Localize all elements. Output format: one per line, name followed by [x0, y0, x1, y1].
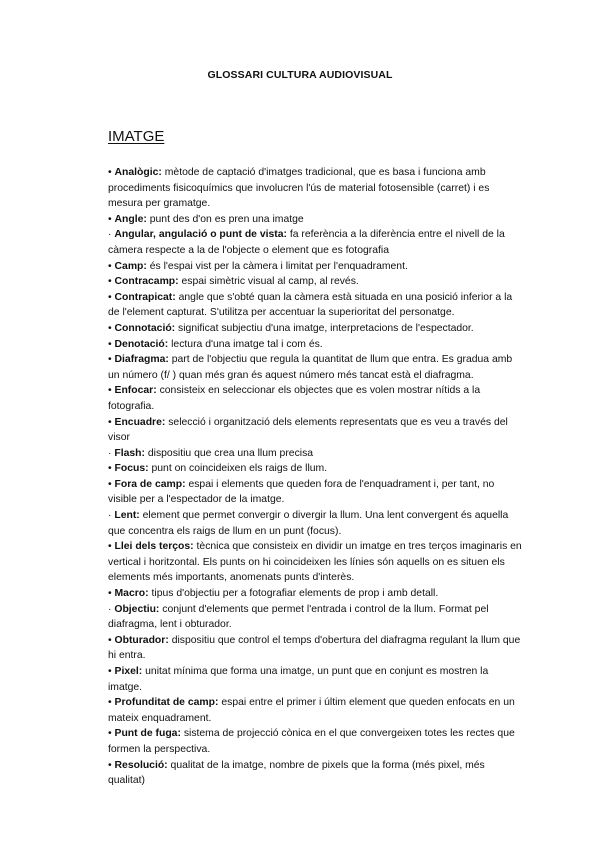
glossary-definition: mètode de captació d'imatges tradicional, que es basa i funciona amb procediments fisicoquímics que involucren l'ús de material fotosensible (carret) i es mesura per gramatge.	[108, 167, 490, 210]
glossary-definition: fa referència a la diferència entre el nivell de la càmera respecte a la de l'objecte o element que es fotografia	[108, 229, 505, 256]
bullet-marker: •	[108, 213, 112, 225]
glossary-definition: significat subjectiu d'una imatge, interpretacions de l'espectador.	[178, 322, 474, 334]
document-title: GLOSSARI CULTURA AUDIOVISUAL	[207, 69, 393, 81]
glossary-entry	[108, 415, 522, 446]
bullet-marker: •	[108, 588, 112, 600]
glossary-term: Macro:	[114, 588, 149, 600]
glossary-term: Flash:	[114, 447, 145, 459]
glossary-definition: dispositiu que control el temps d'obertura del diafragma regulant la llum que hi entra.	[108, 634, 521, 662]
bullet-marker: •	[108, 541, 112, 553]
glossary-term: Contracamp:	[114, 276, 179, 288]
glossary-term: Enfocar:	[114, 385, 157, 397]
glossary-definition: qualitat de la imatge, nombre de pixels que la forma (més pixel, més qualitat)	[108, 759, 485, 787]
glossary-entry	[108, 352, 522, 383]
bullet-marker: •	[108, 260, 112, 272]
glossary-term: Lent:	[114, 510, 140, 522]
bullet-marker: •	[108, 354, 112, 366]
glossary-definition: és l'espai vist per la càmera i limitat per l'enquadrament.	[149, 260, 408, 272]
glossary-entry	[108, 337, 522, 353]
glossary-definition: espai entre el primer i últim element que queden enfocats en un mateix enquadrament.	[108, 697, 515, 724]
glossary-definition: punt des d'on es pren una imatge	[149, 213, 304, 225]
glossary-entry	[108, 274, 522, 290]
glossary-definition: consisteix en seleccionar els objectes que es volen mostrar nítids a la fotografia.	[108, 385, 481, 412]
glossary-term: Objectiu:	[114, 603, 160, 615]
glossary-definition: espai i elements que queden fora de l'enquadrament i, per tant, no visible per a l'espectador de la imatge.	[108, 478, 495, 506]
glossary-entry	[108, 602, 522, 633]
glossary-definition: punt on coincideixen els raigs de llum.	[151, 463, 328, 475]
glossary-entry	[108, 758, 522, 789]
glossary-term: Llei dels terços:	[114, 541, 194, 553]
glossary-definition: sistema de projecció cònica en el que convergeixen totes les rectes que formen la perspectiva.	[108, 728, 515, 755]
glossary-term: Resolució:	[114, 759, 168, 771]
glossary-definition: selecció i organització dels elements representats que es veu a través del visor	[108, 416, 508, 444]
glossary-definition: angle que s'obté quan la càmera està situada en una posició inferior a la de l'element capturat. S'utilitza per accentuar la superioritat del personatge.	[108, 291, 513, 319]
bullet-marker: •	[108, 167, 112, 178]
bullet-marker: ·	[108, 229, 112, 241]
glossary-term: Angle:	[114, 213, 147, 225]
glossary-entry	[108, 321, 522, 337]
bullet-marker: ·	[108, 510, 112, 522]
glossary-term: Contrapicat:	[114, 291, 176, 303]
glossary-entry	[108, 695, 522, 726]
bullet-marker: •	[108, 322, 112, 334]
glossary-term: Analògic:	[114, 167, 162, 178]
bullet-marker: •	[108, 463, 112, 475]
bullet-marker: ·	[108, 603, 112, 615]
glossary-term: Obturador:	[114, 634, 169, 646]
glossary-term: Camp:	[114, 260, 147, 272]
glossary-definition: dispositiu que crea una llum precisa	[147, 447, 314, 459]
glossary-entry	[108, 508, 522, 539]
glossary-definition: unitat mínima que forma una imatge, un punt que en conjunt es mostren la imatge.	[108, 666, 489, 693]
glossary-entry	[108, 539, 522, 586]
bullet-marker: •	[108, 338, 112, 350]
glossary-entry	[108, 259, 522, 275]
glossary-entry	[108, 227, 522, 258]
glossary-entry	[108, 383, 522, 414]
bullet-marker: •	[108, 728, 112, 740]
section-heading: IMATGE	[108, 128, 165, 145]
glossary-term: Encuadre:	[114, 416, 166, 428]
glossary-term: Angular, angulació o punt de vista:	[114, 229, 287, 241]
glossary-definition: lectura d'una imatge tal i com és.	[171, 338, 323, 350]
glossary-entry	[108, 477, 522, 508]
bullet-marker: •	[108, 666, 112, 677]
glossary-entry	[108, 165, 522, 212]
glossary-entry	[108, 633, 522, 664]
bullet-marker: •	[108, 759, 112, 771]
glossary-term: Connotació:	[114, 322, 176, 334]
glossary-definition: tipus d'objectiu per a fotografiar elements de prop i amb detall.	[151, 588, 439, 600]
glossary-term: Diafragma:	[114, 354, 169, 366]
glossary-entry	[108, 290, 522, 321]
glossary-entry	[108, 726, 522, 757]
bullet-marker: •	[108, 697, 112, 709]
glossary-term: Focus:	[114, 463, 149, 475]
glossary-definition: tècnica que consisteix en dividir un imatge en tres terços imaginaris en vertical i horitzontal. Els punts on hi coincideixen les línies són aquells on es situen els elements més importants, anomenats punts d'interès.	[108, 541, 522, 584]
glossary-term: Pixel:	[114, 666, 143, 677]
glossary-term: Fora de camp:	[114, 478, 186, 490]
bullet-marker: ·	[108, 447, 112, 459]
glossary-list	[108, 165, 522, 789]
glossary-entry	[108, 212, 522, 228]
glossary-entry	[108, 664, 522, 695]
bullet-marker: •	[108, 634, 112, 646]
glossary-definition: conjunt d'elements que permet l'entrada i control de la llum. Format pel diafragma, lent i obturador.	[108, 603, 489, 631]
bullet-marker: •	[108, 416, 112, 428]
glossary-term: Denotació:	[114, 338, 169, 350]
glossary-definition: espai simètric visual al camp, al revés.	[181, 276, 359, 288]
glossary-definition: element que permet convergir o divergir la llum. Una lent convergent és aquella que concentra els raigs de llum en un punt (focus).	[108, 510, 509, 537]
bullet-marker: •	[108, 291, 112, 303]
glossary-definition: part de l'objectiu que regula la quantitat de llum que entra. Es gradua amb un número (f/ ) quan més gran és aquest número més tancat està el diafragma.	[108, 354, 513, 381]
bullet-marker: •	[108, 478, 112, 490]
bullet-marker: •	[108, 276, 112, 288]
glossary-entry	[108, 446, 522, 462]
glossary-entry	[108, 586, 522, 602]
bullet-marker: •	[108, 385, 112, 397]
glossary-entry	[108, 461, 522, 477]
glossary-term: Punt de fuga:	[114, 728, 181, 740]
glossary-term: Profunditat de camp:	[114, 697, 219, 709]
